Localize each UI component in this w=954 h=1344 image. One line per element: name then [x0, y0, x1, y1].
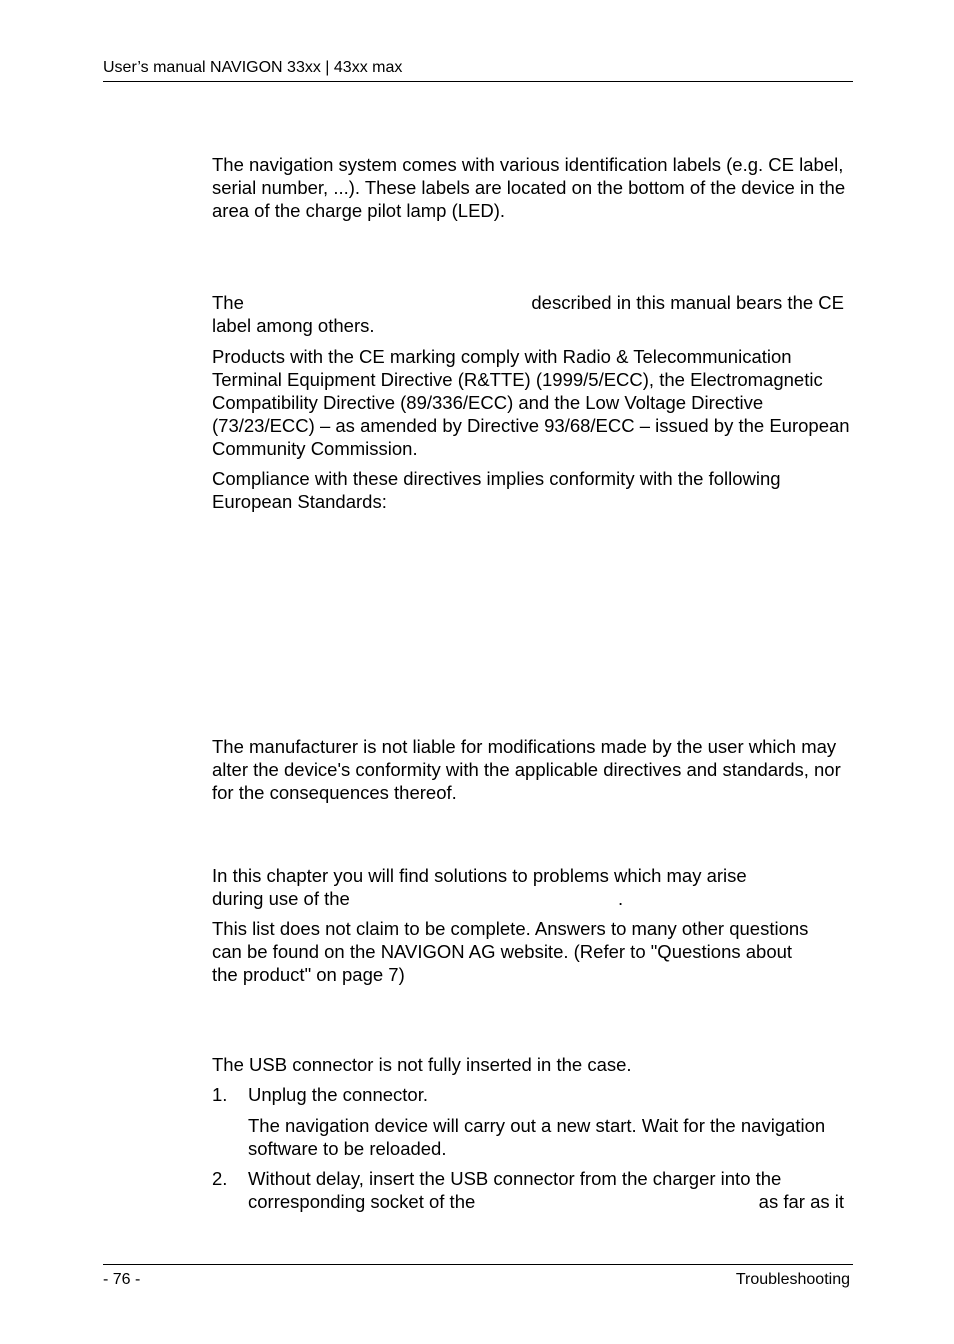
step-2-body	[248, 1167, 852, 1213]
step-2-number: 2.	[212, 1168, 228, 1189]
chapter-intro-line2: during use of the	[212, 888, 350, 909]
chapter-intro-line1: In this chapter you will find solutions to problems which may arise	[212, 865, 747, 886]
labels-paragraph: The navigation system comes with various identification labels (e.g. CE label, serial number, ...). These labels are located on the bottom of the device in the area of the charge pilot lamp (LED).	[212, 154, 846, 221]
standards-paragraph: Compliance with these directives implies conformity with the following European Standards:	[212, 468, 781, 512]
ce-intro-paragraph	[212, 291, 852, 337]
ce-intro-end: described in this manual bears the CE	[531, 292, 844, 313]
directives-paragraph: Products with the CE marking comply with Radio & Telecommunication Terminal Equipment Directive (R&TTE) (1999/5/ECC), the Electromagnetic Compatibility Directive (89/336/ECC) and the Low Voltage Directive (73/23/ECC) – as amended by Directive 93/68/ECC – issued by the European Community Commission.	[212, 346, 850, 459]
chapter-intro-paragraph	[212, 864, 852, 910]
page-footer	[103, 1264, 853, 1288]
step-2-text-line2-end: as far as it	[758, 1191, 844, 1212]
footer-section: Troubleshooting	[735, 1271, 850, 1288]
liability-paragraph: The manufacturer is not liable for modifications made by the user which may alter the device's conformity with the applicable directives and standards, nor for the consequences thereof.	[212, 736, 841, 803]
page-number: - 76 -	[103, 1271, 141, 1288]
header-title: User’s manual NAVIGON 33xx | 43xx max	[103, 59, 403, 76]
step-2-text-line2: corresponding socket of the	[248, 1191, 476, 1212]
chapter-intro-period: .	[618, 888, 624, 909]
ce-intro-start: The	[212, 292, 244, 313]
page-header	[103, 58, 853, 82]
step-2	[212, 1167, 852, 1213]
step-1-number: 1.	[212, 1084, 228, 1105]
list-note-paragraph: This list does not claim to be complete. Answers to many other questions can be found on the NAVIGON AG website. (Refer to "Questions about the product" on page 7)	[212, 918, 809, 985]
step-1	[212, 1083, 852, 1106]
ce-intro-continued: label among others.	[212, 315, 375, 336]
usb-problem-paragraph: The USB connector is not fully inserted in the case.	[212, 1054, 632, 1075]
step-2-text-line1: Without delay, insert the USB connector from the charger into the	[248, 1168, 782, 1189]
step-1-note: The navigation device will carry out a new start. Wait for the navigation software to be reloaded.	[248, 1115, 826, 1159]
step-1-text: Unplug the connector.	[248, 1084, 428, 1105]
